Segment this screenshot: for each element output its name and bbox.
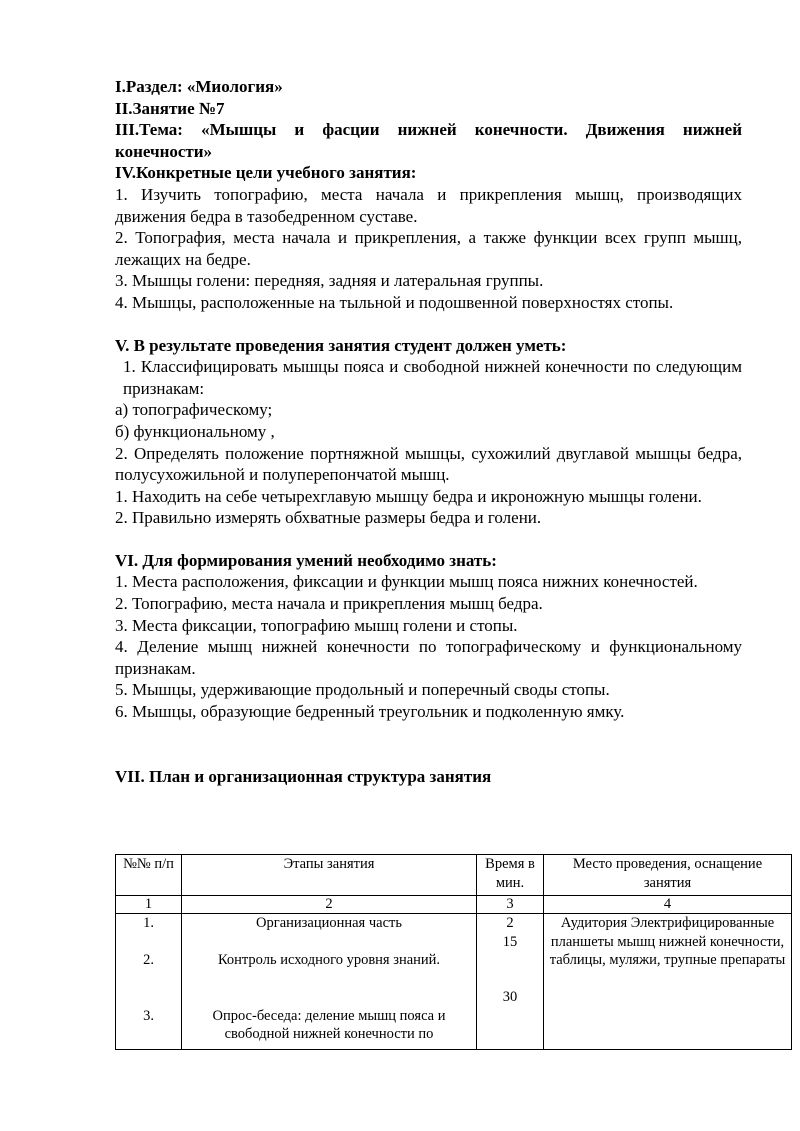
stage-name: Организационная часть — [256, 915, 402, 931]
skill-item: 1. Классифицировать мышцы пояса и свободной нижней конечности по следующим признакам: — [123, 357, 742, 398]
plan-heading: VII. План и организационная структура занятия — [115, 766, 492, 786]
knowledge-item: 1. Места расположения, фиксации и функции мышц пояса нижних конечностей. — [115, 572, 698, 592]
time-cell — [477, 914, 544, 1050]
stages-cell — [182, 914, 477, 1050]
stage-numbers-cell — [116, 914, 182, 1050]
skill-item: 1. Находить на себе четырехглавую мышцу бедра и икроножную мышцы голени. — [115, 486, 702, 506]
section-heading: I.Раздел: «Миология» — [115, 77, 283, 96]
skill-item: 2. Определять положение портняжной мышцы, сухожилий двуглавой мышцы бедра, полусухожильной и полуперепончатой мышц. — [115, 443, 742, 485]
knowledge-item: 4. Деление мышц нижней конечности по топографическому и функциональному признакам. — [115, 637, 742, 678]
stage-time: 15 — [502, 933, 518, 950]
stage-number: 3. — [143, 1007, 154, 1024]
column-number: 2 — [182, 896, 477, 914]
stage-time: 30 — [502, 989, 518, 1005]
knowledge-item: 5. Мышцы, удерживающие продольный и поперечный своды стопы. — [115, 680, 610, 700]
knowledge-item: 6. Мышцы, образующие бедренный треугольник и подколенную ямку. — [115, 702, 625, 722]
skill-item: 2. Правильно измерять обхватные размеры бедра и голени. — [115, 508, 542, 528]
header-place: Место проведения, оснащение занятия — [544, 855, 792, 896]
plan-table-row — [116, 914, 792, 1050]
column-number: 4 — [544, 896, 792, 914]
plan-table-header-row — [116, 855, 792, 896]
document-body — [115, 76, 742, 787]
stage-number: 2. — [143, 952, 154, 968]
stage-name: Контроль исходного уровня знаний. — [217, 952, 441, 968]
topic-heading: III.Тема: «Мышцы и фасции нижней конечности. Движения нижней конечности» — [115, 120, 742, 161]
goal-item: 1. Изучить топографию, места начала и прикрепления мышц, производящих движения бедра в тазобедренном суставе. — [115, 184, 742, 226]
column-number: 3 — [477, 896, 544, 914]
header-time: Время в мин. — [477, 855, 544, 896]
knowledge-item: 3. Места фиксации, топографию мышц голени и стопы. — [115, 615, 518, 635]
lesson-heading: II.Занятие №7 — [115, 98, 225, 118]
plan-table-column-numbers — [116, 896, 792, 914]
place-cell: Аудитория Электрифицированные планшеты мышц нижней конечности, таблицы, муляжи, трупные препараты — [544, 914, 792, 1050]
stage-name: Опрос-беседа: деление мышц пояса и свободной нижней конечности по — [212, 1007, 446, 1042]
goal-item: 4. Мышцы, расположенные на тыльной и подошвенной поверхностях стопы. — [115, 292, 674, 312]
goal-item: 3. Мышцы голени: передняя, задняя и латеральная группы. — [115, 271, 544, 291]
skill-item: б) функциональному , — [115, 421, 275, 441]
skill-item: а) топографическому; — [115, 400, 273, 420]
knowledge-heading: VI. Для формирования умений необходимо знать: — [115, 550, 497, 570]
column-number: 1 — [116, 896, 182, 914]
header-number: №№ п/п — [116, 855, 182, 896]
skills-heading: V. В результате проведения занятия студент должен уметь: — [115, 335, 567, 355]
knowledge-item: 2. Топографию, места начала и прикрепления мышц бедра. — [115, 594, 543, 614]
plan-table — [115, 854, 792, 1050]
goals-heading: IV.Конкретные цели учебного занятия: — [115, 163, 417, 183]
goal-item: 2. Топография, места начала и прикрепления, а также функции всех групп мышц, лежащих на бедре. — [115, 228, 742, 269]
stage-number: 1. — [143, 915, 154, 931]
stage-time: 2 — [506, 915, 514, 931]
header-stages: Этапы занятия — [182, 855, 477, 896]
